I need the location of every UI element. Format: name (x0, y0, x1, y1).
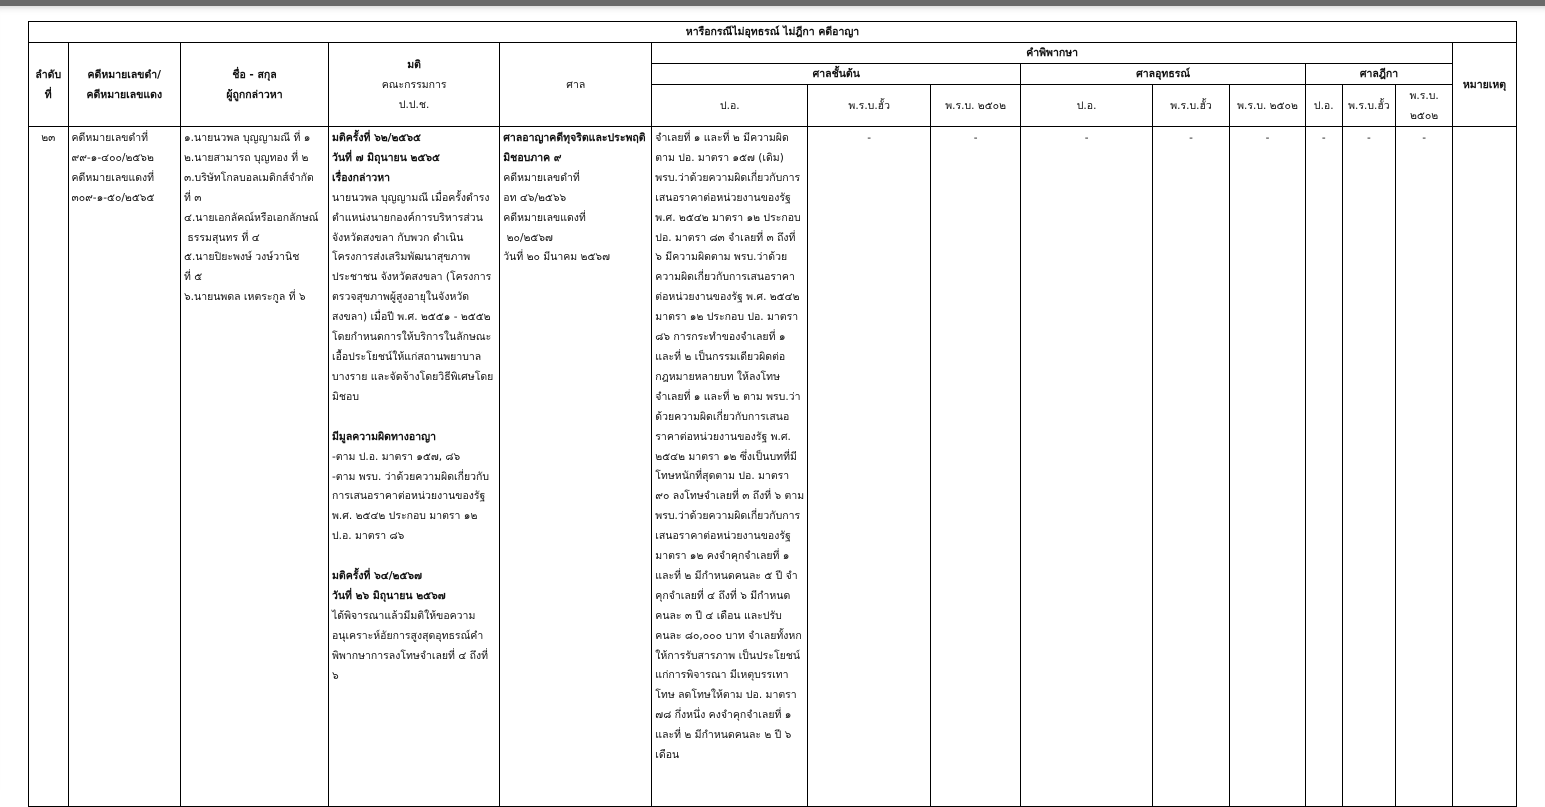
header-appeal-bidding-act: พ.ร.บ.ฮั้ว (1152, 85, 1229, 127)
resolution-2-text: ได้พิจารณาแล้วมีมติให้ขอความอนุเคราะห์อัยการสูงสุดอุทธรณ์คำพิพากษาการลงโทษจำเลยที่ ๔ ถึงที่ ๖ (331, 609, 489, 682)
row-resolution (328, 127, 499, 807)
header-judgment: คำพิพากษา (652, 43, 1453, 64)
court-details: คดีหมายเลขดำที่ อท ๔๖/๒๕๖๖ คดีหมายเลขแดงที่ ๒๐/๒๕๖๗ วันที่ ๒๐ มีนาคม ๒๕๖๗ (503, 171, 610, 264)
header-appeal-act-2502: พ.ร.บ. ๒๕๐๒ (1230, 85, 1306, 127)
header-resolution: มติ คณะกรรมการ ป.ป.ช. (328, 43, 499, 127)
header-appeal-court: ศาลอุทธรณ์ (1021, 64, 1306, 85)
resolution-1-date: วันที่ ๗ มิถุนายน ๒๕๖๕ (331, 151, 441, 164)
resolution-1-title: มติครั้งที่ ๖๒/๒๕๖๕ (331, 132, 421, 144)
supreme-bidding-act-value: - (1342, 127, 1396, 807)
header-supreme-bidding-act: พ.ร.บ.ฮั้ว (1342, 85, 1396, 127)
header-appeal-criminal-code: ป.อ. (1021, 85, 1153, 127)
offense-text: -ตาม ป.อ. มาตรา ๑๕๗, ๘๖ -ตาม พรบ. ว่าด้วยความผิดเกี่ยวกับการเสนอราคาต่อหน่วยงานของรัฐ พ.ศ. ๒๕๔๒ ประกอบ มาตรา ๑๒ ป.อ. มาตรา ๘๖ (331, 450, 490, 543)
header-name: ชื่อ - สกุล ผู้ถูกกล่าวหา (181, 43, 329, 127)
row-judgment-text: จำเลยที่ ๑ และที่ ๒ มีความผิดตาม ปอ. มาตรา ๑๕๗ (เดิม) พรบ.ว่าด้วยความผิดเกี่ยวกับการเสนอราคาต่อหน่วยงานของรัฐ พ.ศ. ๒๕๔๒ มาตรา ๑๒ ประกอบ ปอ. มาตรา ๘๓ จำเลยที่ ๓ ถึงที่ ๖ มีความผิดตาม พรบ.ว่าด้วยความผิดเกี่ยวกับการเสนอราคาต่อหน่วยงานของรัฐ พ.ศ. ๒๕๔๒ มาตรา ๑๒ ประกอบ ปอ. มาตรา ๘๖ การกระทำของจำเลยที่ ๑ และที่ ๒ เป็นกรรมเดียวผิดต่อกฎหมายหลายบท ให้ลงโทษจำเลยที่ ๑ และที่ ๒ ตาม พรบ.ว่าด้วยความผิดเกี่ยวกับการเสนอราคาต่อหน่วยงานของรัฐ พ.ศ. ๒๕๔๒ มาตรา ๑๒ ซึ่งเป็นบทที่มีโทษหนักที่สุดตาม ปอ. มาตรา ๙๐ ลงโทษจำเลยที่ ๓ ถึงที่ ๖ ตาม พรบ.ว่าด้วยความผิดเกี่ยวกับการเสนอราคาต่อหน่วยงานของรัฐ มาตรา ๑๒ คงจำคุกจำเลยที่ ๑ และที่ ๒ มีกำหนดคนละ ๕ ปี จำคุกจำเลยที่ ๔ ถึงที่ ๖ มีกำหนดคนละ ๓ ปี ๔ เดือน และปรับคนละ ๘๐,๐๐๐ บาท จำเลยทั้งหกให้การรับสารภาพ เป็นประโยชน์แก่การพิจารณา มีเหตุบรรเทาโทษ ลดโทษให้ตาม ปอ. มาตรา ๗๘ กึ่งหนึ่ง คงจำคุกจำเลยที่ ๑ และที่ ๒ มีกำหนดคนละ ๒ ปี ๖ เดือน (652, 127, 808, 807)
header-seq: ลำดับ ที่ (29, 43, 69, 127)
resolution-1-subject: เรื่องกล่าวหา (331, 171, 391, 184)
resolution-1-text: นายนวพล บุญญามณี เมื่อครั้งดำรงตำแหน่งนายกองค์การบริหารส่วนจังหวัดสงขลา กับพวก ดำเนินโครงการส่งเสริมพัฒนาสุขภาพประชาชน จังหวัดสงขลา (โครงการตรวจสุขภาพผู้สูงอายุในจังหวัดสงขลา) เมื่อปี พ.ศ. ๒๕๕๑ - ๒๕๕๒ โดยกำหนดการให้บริการในลักษณะเอื้อประโยชน์ให้แก่สถานพยาบาลบางราย และจัดจ้างโดยวิธีพิเศษโดยมิชอบ (331, 191, 494, 403)
case-table (28, 21, 1517, 807)
header-first-act-2502: พ.ร.บ. ๒๕๐๒ (931, 85, 1021, 127)
header-supreme-act-2502: พ.ร.บ. ๒๕๐๒ (1396, 85, 1453, 127)
header-court: ศาล (500, 43, 652, 127)
row-seq: ๒๓ (29, 127, 69, 807)
row-case-no: คดีหมายเลขดำที่ ๙๙-๑-๔๐๐/๒๕๖๒ คดีหมายเลขแดงที่ ๓๐๙-๑-๕๐/๒๕๖๕ (68, 127, 181, 807)
appeal-criminal-code-value: - (1021, 127, 1153, 807)
header-supreme-criminal-code: ป.อ. (1306, 85, 1342, 127)
appeal-act-2502-value: - (1230, 127, 1306, 807)
header-remarks: หมายเหตุ (1452, 43, 1516, 127)
row-remarks (1452, 127, 1516, 807)
appeal-bidding-act-value: - (1152, 127, 1229, 807)
header-first-criminal-code: ป.อ. (652, 85, 808, 127)
table-row (29, 127, 1517, 807)
header-first-bidding-act: พ.ร.บ.ฮั้ว (808, 85, 931, 127)
first-bidding-act-value: - (808, 127, 931, 807)
row-names: ๑.นายนวพล บุญญามณี ที่ ๑ ๒.นายสามารถ บุญทอง ที่ ๒ ๓.บริษัทโกลบอลเมดิกส์จำกัด ที่ ๓ ๔.นายเอกลัคณ์หรือเอกลักษณ์ ธรรมสุนทร ที่ ๔ ๕.นายปิยะพงษ์ วงษ์วานิช ที่ ๕ ๖.นายนพดล เหตระกูล ที่ ๖ (181, 127, 329, 807)
court-name: ศาลอาญาคดีทุจริตและประพฤติมิชอบภาค ๙ (503, 132, 646, 164)
resolution-2-title: มติครั้งที่ ๖๔/๒๕๖๗ (331, 570, 422, 583)
table-title: หารือกรณีไม่อุทธรณ์ ไม่ฎีกา คดีอาญา (29, 22, 1517, 43)
document-page (0, 6, 1545, 790)
header-case-no: คดีหมายเลขดำ/ คดีหมายเลขแดง (68, 43, 181, 127)
supreme-criminal-code-value: - (1306, 127, 1342, 807)
offense-title: มีมูลความผิดทางอาญา (331, 430, 436, 443)
resolution-2-date: วันที่ ๒๖ มิถุนายน ๒๕๖๗ (331, 590, 446, 603)
first-act-2502-value: - (931, 127, 1021, 807)
header-supreme-court: ศาลฎีกา (1306, 64, 1453, 85)
supreme-act-2502-value: - (1396, 127, 1453, 807)
header-first-court: ศาลชั้นต้น (652, 64, 1021, 85)
row-court (500, 127, 652, 807)
